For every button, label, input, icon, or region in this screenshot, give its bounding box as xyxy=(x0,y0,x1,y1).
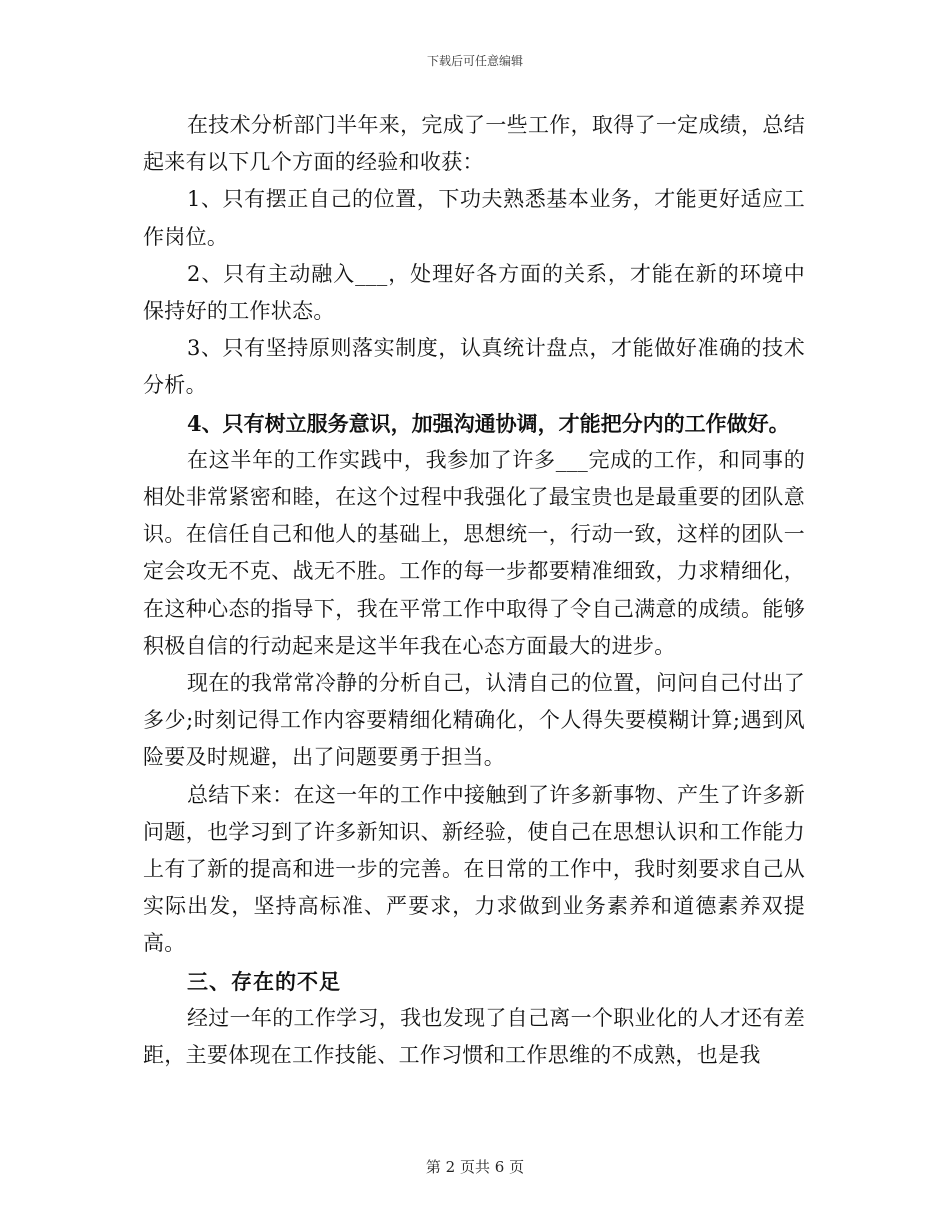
paragraph-point-3: 3、只有坚持原则落实制度，认真统计盘点，才能做好准确的技术分析。 xyxy=(143,336,805,398)
paragraph-self-analysis: 现在的我常常冷静的分析自己，认清自己的位置，问问自己付出了多少;时刻记得工作内容要精细化精确化，个人得失要模糊计算;遇到风险要及时规避，出了问题要勇于担当。 xyxy=(143,671,805,770)
document-body xyxy=(143,107,805,1074)
paragraph-point-1: 1、只有摆正自己的位置，下功夫熟悉基本业务，才能更好适应工作岗位。 xyxy=(143,187,805,249)
page-number: 第 2 页共 6 页 xyxy=(425,1158,525,1176)
section-heading-shortcomings: 三、存在的不足 xyxy=(187,968,341,994)
paragraph-point-4: 4、只有树立服务意识，加强沟通协调，才能把分内的工作做好。 xyxy=(187,410,790,436)
paragraph-shortcomings: 经过一年的工作学习，我也发现了自己离一个职业化的人才还有差距，主要体现在工作技能、工作习惯和工作思维的不成熟，也是我 xyxy=(143,1005,805,1068)
paragraph-point-2: 2、只有主动融入___，处理好各方面的关系，才能在新的环境中保持好的工作状态。 xyxy=(143,261,805,324)
paragraph-conclusion: 总结下来：在这一年的工作中接触到了许多新事物、产生了许多新问题，也学习到了许多新知识、新经验，使自己在思想认识和工作能力上有了新的提高和进一步的完善。在日常的工作中，我时刻要求自己从实际出发，坚持高标准、严要求，力求做到业务素养和道德素养双提高。 xyxy=(143,782,805,956)
paragraph-teamwork: 在这半年的工作实践中，我参加了许多___完成的工作，和同事的相处非常紧密和睦，在这个过程中我强化了最宝贵也是最重要的团队意识。在信任自己和他人的基础上，思想统一，行动一致，这样的团队一定会攻无不克、战无不胜。工作的每一步都要精准细致，力求精细化，在这种心态的指导下，我在平常工作中取得了令自己满意的成绩。能够积极自信的行动起来是这半年我在心态方面最大的进步。 xyxy=(143,447,805,658)
page-header-note: 下载后可任意编辑 xyxy=(426,54,523,68)
paragraph-summary-intro: 在技术分析部门半年来，完成了一些工作，取得了一定成绩，总结起来有以下几个方面的经验和收获： xyxy=(143,113,805,175)
